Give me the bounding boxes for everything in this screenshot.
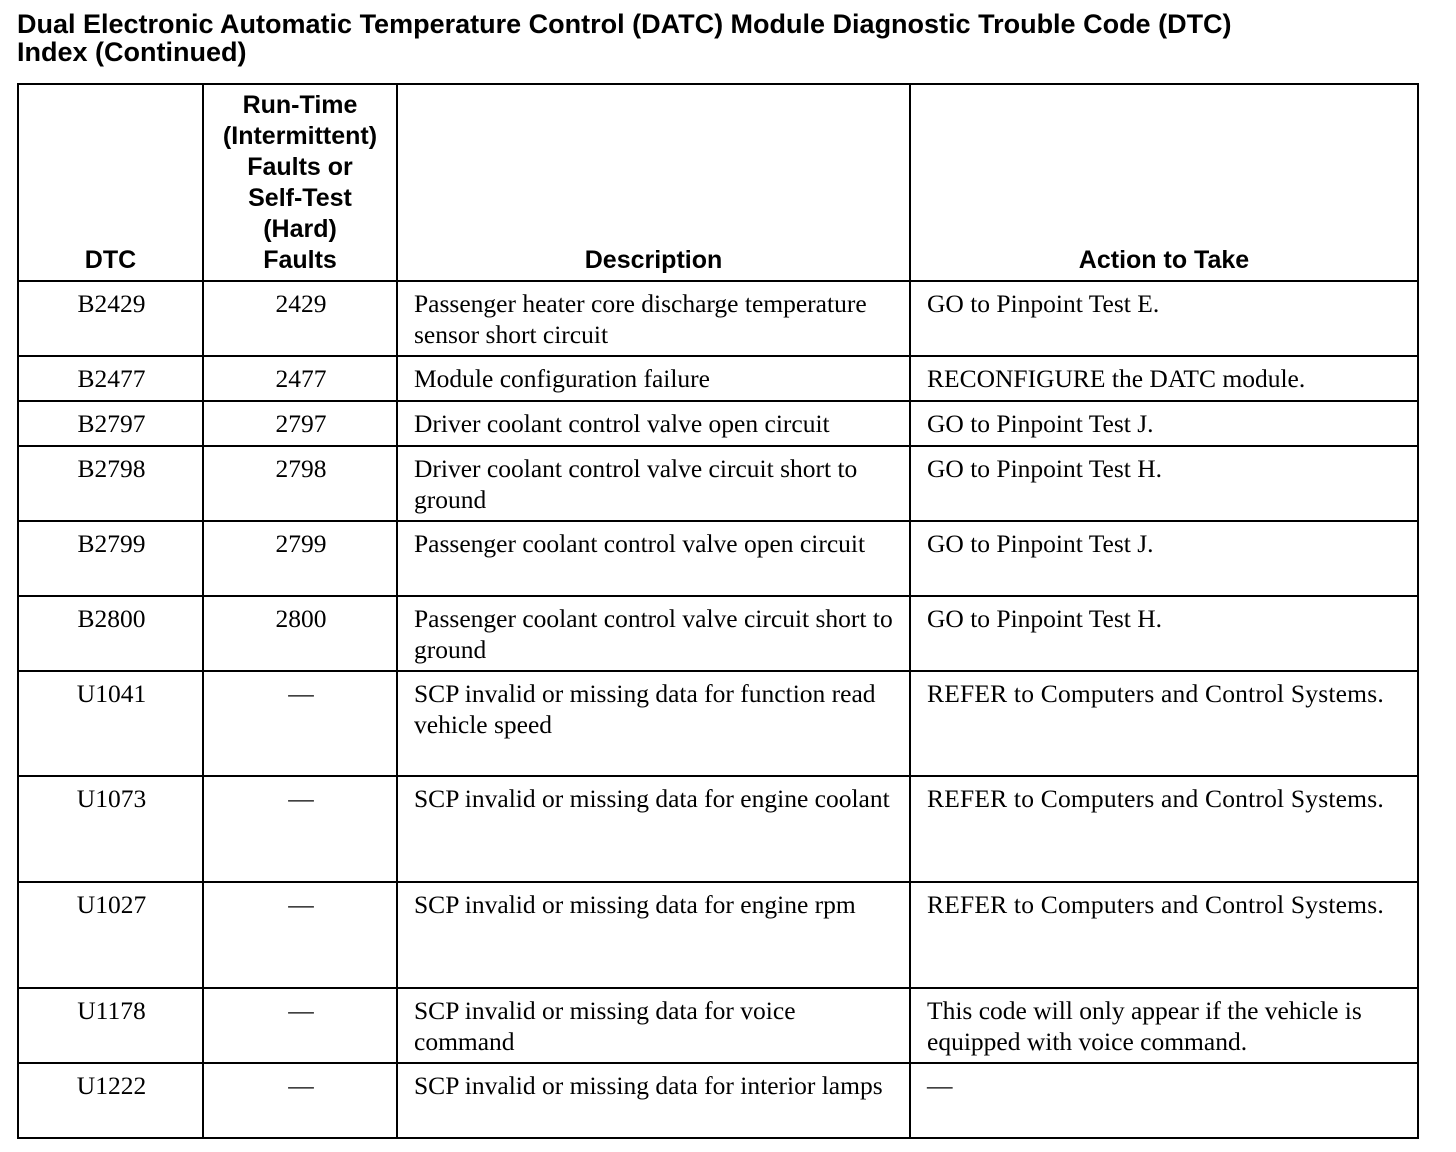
cell-action: GO to Pinpoint Test J. bbox=[910, 401, 1418, 446]
cell-fault: — bbox=[203, 1063, 397, 1138]
header-dtc: DTC bbox=[18, 84, 203, 281]
cell-dtc: B2798 bbox=[18, 446, 203, 521]
header-fault-line: Faults or bbox=[247, 153, 353, 181]
cell-fault: — bbox=[203, 671, 397, 776]
cell-fault: 2798 bbox=[203, 446, 397, 521]
cell-action: GO to Pinpoint Test J. bbox=[910, 521, 1418, 596]
cell-fault: 2799 bbox=[203, 521, 397, 596]
header-fault-line: (Intermittent) bbox=[222, 122, 378, 150]
cell-description: SCP invalid or missing data for function read vehicle speed bbox=[397, 671, 910, 776]
cell-action: RECONFIGURE the DATC module. bbox=[910, 356, 1418, 401]
table-row bbox=[18, 882, 1418, 988]
header-fault-line: (Hard) bbox=[263, 215, 337, 243]
cell-dtc: U1178 bbox=[18, 988, 203, 1063]
table-row bbox=[18, 521, 1418, 596]
table-row bbox=[18, 356, 1418, 401]
cell-dtc: U1222 bbox=[18, 1063, 203, 1138]
cell-action: This code will only appear if the vehicle is equipped with voice command. bbox=[910, 988, 1418, 1063]
cell-action: — bbox=[910, 1063, 1418, 1138]
cell-fault: — bbox=[203, 882, 397, 988]
cell-description: Driver coolant control valve circuit short to ground bbox=[397, 446, 910, 521]
header-fault-line: Faults bbox=[263, 246, 337, 274]
cell-description: SCP invalid or missing data for voice command bbox=[397, 988, 910, 1063]
table-header-row bbox=[18, 84, 1418, 281]
header-action: Action to Take bbox=[910, 84, 1418, 281]
cell-description: Passenger heater core discharge temperature sensor short circuit bbox=[397, 281, 910, 356]
cell-fault: — bbox=[203, 988, 397, 1063]
cell-description: SCP invalid or missing data for engine rpm bbox=[397, 882, 910, 988]
table-row bbox=[18, 596, 1418, 671]
page-title bbox=[17, 10, 1437, 66]
cell-action: REFER to Computers and Control Systems. bbox=[910, 671, 1418, 776]
cell-fault: 2797 bbox=[203, 401, 397, 446]
cell-description: SCP invalid or missing data for engine coolant bbox=[397, 776, 910, 882]
cell-dtc: B2429 bbox=[18, 281, 203, 356]
cell-action: GO to Pinpoint Test H. bbox=[910, 596, 1418, 671]
cell-dtc: B2800 bbox=[18, 596, 203, 671]
dtc-index-table bbox=[17, 83, 1419, 1139]
cell-dtc: U1027 bbox=[18, 882, 203, 988]
cell-dtc: B2477 bbox=[18, 356, 203, 401]
header-fault-type bbox=[203, 84, 397, 281]
table-row bbox=[18, 401, 1418, 446]
cell-dtc: B2797 bbox=[18, 401, 203, 446]
header-fault-line: Run-Time bbox=[242, 91, 358, 119]
cell-dtc: B2799 bbox=[18, 521, 203, 596]
cell-fault: 2800 bbox=[203, 596, 397, 671]
cell-description: Passenger coolant control valve open circuit bbox=[397, 521, 910, 596]
table-row bbox=[18, 671, 1418, 776]
cell-description: Driver coolant control valve open circuit bbox=[397, 401, 910, 446]
cell-dtc: U1041 bbox=[18, 671, 203, 776]
header-description: Description bbox=[397, 84, 910, 281]
table-row bbox=[18, 988, 1418, 1063]
table-row bbox=[18, 281, 1418, 356]
cell-action: REFER to Computers and Control Systems. bbox=[910, 776, 1418, 882]
cell-fault: 2429 bbox=[203, 281, 397, 356]
cell-dtc: U1073 bbox=[18, 776, 203, 882]
cell-fault: 2477 bbox=[203, 356, 397, 401]
title-line-2: Index (Continued) bbox=[17, 37, 247, 67]
table-row bbox=[18, 446, 1418, 521]
cell-action: GO to Pinpoint Test E. bbox=[910, 281, 1418, 356]
cell-description: SCP invalid or missing data for interior lamps bbox=[397, 1063, 910, 1138]
cell-description: Passenger coolant control valve circuit short to ground bbox=[397, 596, 910, 671]
cell-fault: — bbox=[203, 776, 397, 882]
cell-description: Module configuration failure bbox=[397, 356, 910, 401]
title-line-1: Dual Electronic Automatic Temperature Control (DATC) Module Diagnostic Trouble Code (DTC) bbox=[17, 9, 1232, 39]
table-row bbox=[18, 776, 1418, 882]
table-row bbox=[18, 1063, 1418, 1138]
header-fault-line: Self-Test bbox=[248, 184, 352, 212]
cell-action: REFER to Computers and Control Systems. bbox=[910, 882, 1418, 988]
cell-action: GO to Pinpoint Test H. bbox=[910, 446, 1418, 521]
